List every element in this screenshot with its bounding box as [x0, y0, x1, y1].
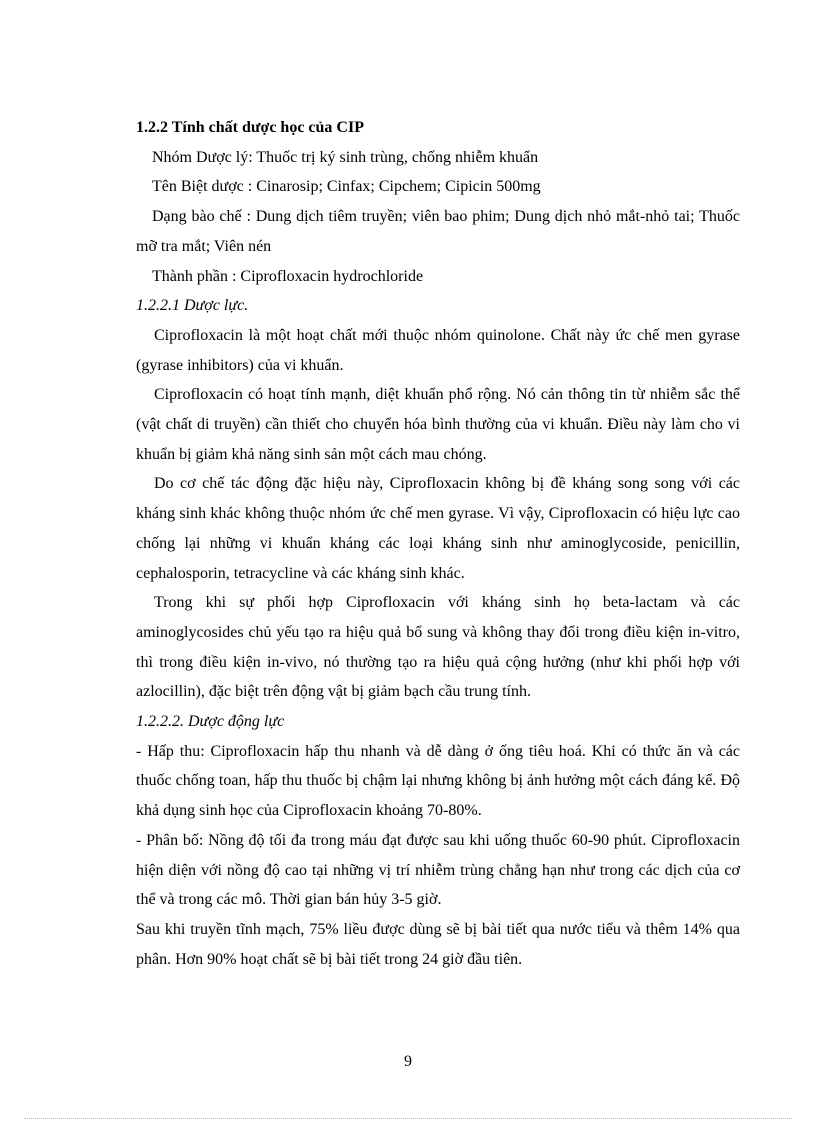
excretion-paragraph: Sau khi truyền tĩnh mạch, 75% liều được dùng sẽ bị bài tiết qua nước tiểu và thêm 14% qua phân. Hơn 90% hoạt chất sẽ bị bài tiết trong 24 giờ đầu tiên. — [136, 920, 740, 968]
absorption-paragraph: - Hấp thu: Ciprofloxacin hấp thu nhanh và dễ dàng ở ống tiêu hoá. Khi có thức ăn và các thuốc chống toan, hấp thu thuốc bị chậm lại nhưng không bị ảnh hưởng một cách đáng kể. Độ khả dụng sinh học của Ciprofloxacin khoảng 70-80%. — [136, 742, 740, 820]
pharmacodynamics-heading: 1.2.2.1 Dược lực. — [136, 297, 249, 315]
pharmacodynamics-paragraph: Ciprofloxacin là một hoạt chất mới thuộc nhóm quinolone. Chất này ức chế men gyrase (gyrase inhibitors) của vi khuẩn. — [136, 326, 740, 374]
page-number: 9 — [404, 1053, 412, 1070]
brand-names-line: Tên Biệt dược : Cinarosip; Cinfax; Cipchem; Cipicin 500mg — [152, 178, 541, 196]
distribution-paragraph: - Phân bố: Nồng độ tối đa trong máu đạt được sau khi uống thuốc 60-90 phút. Ciprofloxacin hiện diện với nồng độ cao tại những vị trí nhiễm trùng chẳng hạn như trong các dịch của cơ thể và trong các mô. Thời gian bán hủy 3-5 giờ. — [136, 831, 740, 909]
page-bottom-divider — [24, 1118, 792, 1119]
ingredient-line: Thành phần : Ciprofloxacin hydrochloride — [152, 267, 424, 285]
page-content — [136, 113, 740, 974]
pharmacodynamics-paragraph: Do cơ chế tác động đặc hiệu này, Ciprofloxacin không bị đề kháng song song với các kháng sinh khác không thuộc nhóm ức chế men gyrase. Vì vậy, Ciprofloxacin có hiệu lực cao chống lại những vi khuẩn kháng các loại kháng sinh như aminoglycoside, penicillin, cephalosporin, tetracycline và các kháng sinh khác. — [136, 475, 740, 582]
dosage-forms-line: Dạng bào chế : Dung dịch tiêm truyền; viên bao phim; Dung dịch nhỏ mắt-nhỏ tai; Thuốc mỡ tra mắt; Viên nén — [136, 208, 740, 255]
pharmacodynamics-paragraph: Trong khi sự phối hợp Ciprofloxacin với kháng sinh họ beta-lactam và các aminoglycosides chủ yếu tạo ra hiệu quả bổ sung và không thay đổi trong điều kiện in-vitro, thì trong điều kiện in-vivo, nó thường tạo ra hiệu quả cộng hưởng (như khi phối hợp với azlocillin), đặc biệt trên động vật bị giảm bạch cầu trung tính. — [136, 594, 740, 701]
pharmacologic-group-line: Nhóm Dược lý: Thuốc trị ký sinh trùng, chống nhiễm khuẩn — [152, 148, 539, 166]
pharmacokinetics-heading: 1.2.2.2. Dược động lực — [136, 713, 285, 731]
section-heading: 1.2.2 Tính chất dược học của CIP — [136, 119, 364, 136]
pharmacodynamics-paragraph: Ciprofloxacin có hoạt tính mạnh, diệt khuẩn phổ rộng. Nó cản thông tin từ nhiễm sắc thể (vật chất di truyền) cần thiết cho chuyển hóa bình thường của vi khuẩn. Điều này làm cho vi khuẩn bị giảm khả năng sinh sản một cách mau chóng. — [136, 386, 740, 463]
